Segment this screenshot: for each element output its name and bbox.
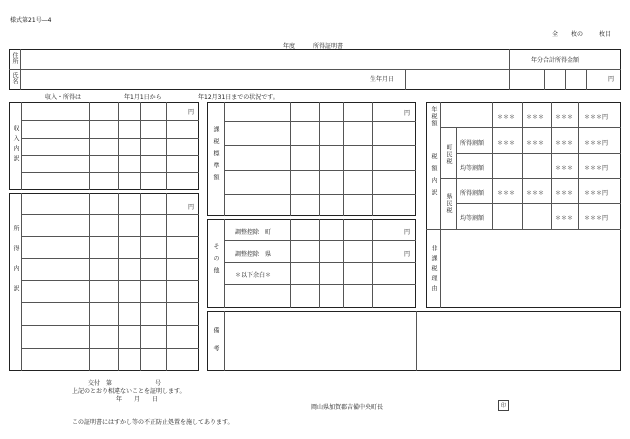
pref-income-cell-4: ＊＊＊円 — [584, 190, 609, 197]
page-of-label: 枚の — [571, 31, 584, 38]
blank-below-label: ＊以下余白＊ — [235, 272, 272, 279]
period-prefix: 収入・所得は — [45, 94, 82, 101]
period-to: 年12月31日までの状況です。 — [198, 94, 279, 101]
fiscal-year-label: 年度 — [283, 43, 296, 50]
pref-income-rate-label: 所得割額 — [460, 190, 485, 197]
adjustment-town-label: 調整控除 町 — [235, 229, 272, 236]
pref-per-capita-label: 均等割額 — [460, 215, 485, 222]
issue-number-label: 交付 第 — [88, 380, 113, 387]
adjustment-town-yen: 円 — [404, 229, 411, 236]
official-seal: 印 — [498, 400, 509, 411]
income-total-yen: 円 — [608, 76, 615, 83]
annual-cell-3: ＊＊＊ — [555, 114, 574, 121]
address-label: 住所 — [11, 52, 18, 64]
town-per-capita-cell-1: ＊＊＊ — [555, 165, 574, 172]
pref-income-cell-2: ＊＊＊ — [526, 190, 545, 197]
annual-cell-4: ＊＊＊円 — [584, 114, 609, 121]
income-total-label: 年分合計所得金額 — [531, 57, 580, 64]
town-per-capita-cell-2: ＊＊＊円 — [584, 165, 609, 172]
page-number-label: 枚目 — [599, 31, 612, 38]
document-title: 所得証明書 — [313, 43, 344, 50]
pref-per-capita-cell-1: ＊＊＊ — [555, 215, 574, 222]
name-label: 氏名 — [11, 72, 18, 84]
income-detail-yen: 円 — [188, 109, 195, 116]
pref-income-cell-1: ＊＊＊ — [497, 190, 516, 197]
certify-text: 上記のとおり相違ないことを証明します。 — [72, 388, 186, 395]
pref-per-capita-cell-2: ＊＊＊円 — [584, 215, 609, 222]
annual-tax-label: 年税額 — [430, 106, 437, 127]
annual-cell-2: ＊＊＊ — [526, 114, 545, 121]
tax-breakdown-label: 税額内訳 — [430, 153, 437, 201]
issuer-name: 岡山県加賀郡吉備中央町長 — [311, 404, 384, 411]
period-from: 年1月1日から — [124, 94, 162, 101]
income-breakdown-box — [9, 193, 199, 371]
income-breakdown-label: 所得内訳 — [12, 225, 19, 305]
dob-label: 生年月日 — [370, 76, 395, 83]
remarks-label: 備考 — [212, 327, 219, 363]
non-taxable-reason-label: 非課税理由 — [430, 245, 437, 295]
adjustment-pref-label: 調整控除 県 — [235, 251, 272, 258]
income-detail-label: 収入内訳 — [12, 125, 19, 165]
page-total-label: 全 — [552, 31, 559, 38]
town-income-cell-2: ＊＊＊ — [526, 140, 545, 147]
taxable-standard-box — [207, 102, 416, 216]
adjustment-pref-yen: 円 — [404, 251, 411, 258]
pref-tax-label: 県民税 — [445, 193, 452, 214]
taxable-standard-yen: 円 — [404, 110, 411, 117]
other-label: その他 — [212, 243, 219, 279]
issue-number-suffix: 号 — [155, 380, 162, 387]
town-tax-label: 町民税 — [445, 144, 452, 165]
town-income-rate-label: 所得割額 — [460, 140, 485, 147]
form-number: 様式第21号―4 — [10, 17, 52, 24]
town-income-cell-4: ＊＊＊円 — [584, 140, 609, 147]
taxable-standard-label: 課税標準額 — [212, 126, 219, 186]
income-breakdown-yen: 円 — [188, 204, 195, 211]
town-per-capita-label: 均等割額 — [460, 165, 485, 172]
town-income-cell-1: ＊＊＊ — [497, 140, 516, 147]
remarks-box — [207, 311, 621, 371]
annual-cell-1: ＊＊＊ — [497, 114, 516, 121]
income-detail-box — [9, 102, 199, 190]
certify-date: 年 月 日 — [116, 396, 159, 403]
pref-income-cell-3: ＊＊＊ — [555, 190, 574, 197]
anti-forgery-notice: この証明書にはすかし等の不正防止処置を施してあります。 — [72, 419, 234, 426]
town-income-cell-3: ＊＊＊ — [555, 140, 574, 147]
